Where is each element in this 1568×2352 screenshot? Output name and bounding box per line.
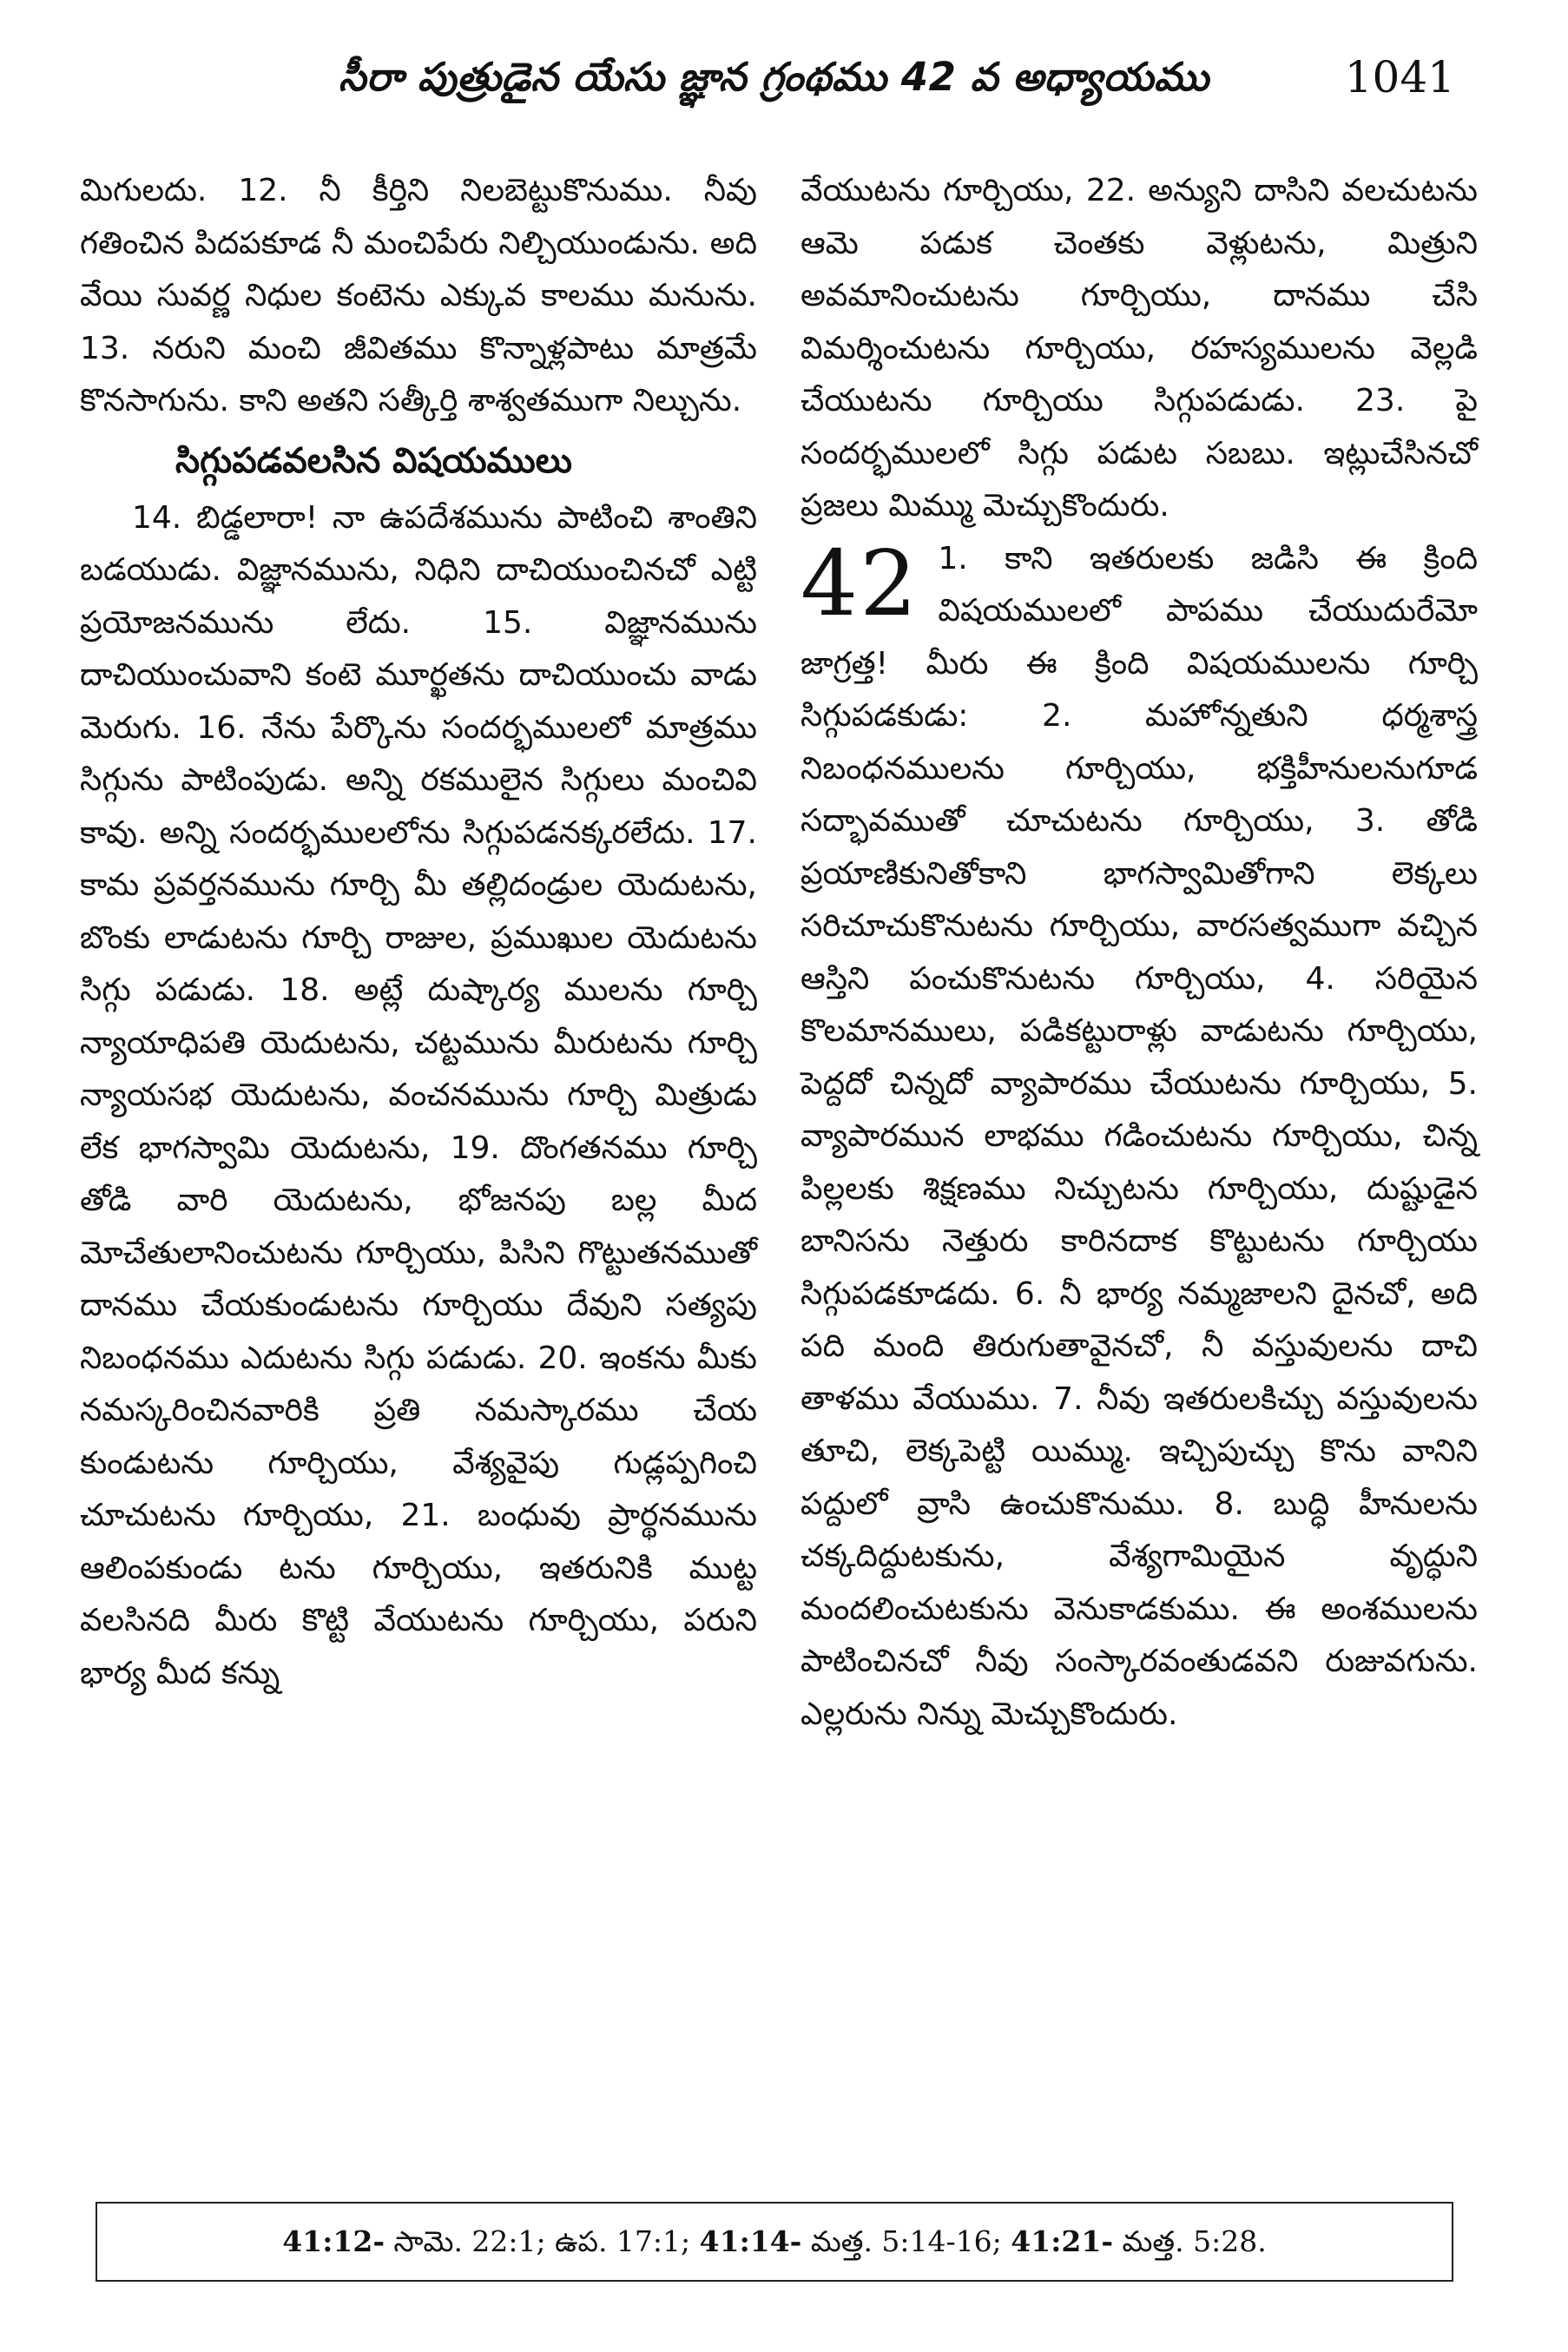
- footnote-text-1: సామె. 22:1; ఉప. 17:1;: [385, 2224, 700, 2258]
- page-header: [78, 45, 1455, 123]
- chapter-number: 42: [800, 530, 919, 636]
- footnote-text-3: మత్త. 5:28.: [1113, 2224, 1267, 2258]
- footnote-ref-2: 41:14-: [699, 2224, 802, 2258]
- footnote-ref-3: 41:21-: [1011, 2224, 1114, 2258]
- running-title: సీరా పుత్రుడైన యేసు జ్ఞాన గ్రంథము 42 వ అధ్యాయము: [339, 54, 1209, 100]
- left-paragraph-1: మిగులదు. 12. నీ కీర్తిని నిలబెట్టుకొనుము. నీవు గతించిన పిదపకూడ నీ మంచిపేరు నిల్చియుండును. అది వేయి సువర్ణ నిధుల కంటెను ఎక్కువ కాలము మనును. 13. నరుని మంచి జీవితము కొన్నాళ్లపాటు మాత్రమే కొనసాగును. కాని అతని సత్కీర్తి శాశ్వతముగా నిల్చును.: [80, 173, 757, 418]
- right-column: [800, 165, 1478, 1741]
- footnote-text-2: మత్త. 5:14-16;: [801, 2224, 1011, 2258]
- footnote-box: [96, 2202, 1453, 2282]
- left-paragraph-2: 14. బిడ్డలారా! నా ఉపదేశమును పాటించి శాంతిని బడయుడు. విజ్ఞానమును, నిధిని దాచియుంచినచో ఎట్టి ప్రయోజనమును లేదు. 15. విజ్ఞానమును దాచియుంచువాని కంటె మూర్ఖతను దాచియుంచు వాడు మెరుగు. 16. నేను పేర్కొను సందర్భములలో మాత్రము సిగ్గును పాటింపుడు. అన్ని రకములైన సిగ్గులు మంచివి కావు. అన్ని సందర్భములలోను సిగ్గుపడనక్కరలేదు. 17. కామ ప్రవర్తనమును గూర్చి మీ తల్లిదండ్రుల యెదుటను, బొంకు లాడుటను గూర్చి రాజుల, ప్రముఖుల యెదుటను సిగ్గు పడుడు. 18. అట్లే దుష్కార్య ములను గూర్చి న్యాయాధిపతి యెదుటను, చట్టమును మీరుటను గూర్చి న్యాయసభ యెదుటను, వంచనమును గూర్చి మిత్రుడు లేక భాగస్వామి యెదుటను, 19. దొంగతనము గూర్చి తోడి వారి యెదుటను, భోజనపు బల్ల మీద మోచేతులానించుటను గూర్చియు, పిసిని గొట్టుతనముతో దానము చేయకుండుటను గూర్చియు దేవుని సత్యపు నిబంధనము ఎదుటను సిగ్గు పడుడు. 20. ఇంకను మీకు నమస్కరించినవారికి ప్రతి నమస్కారము చేయ కుండుటను గూర్చియు, వేశ్యవైపు గుడ్లప్పగించి చూచుటను గూర్చియు, 21. బంధువు ప్రార్థనమును ఆలింపకుండు టను గూర్చియు, ఇతరునికి ముట్ట వలసినది మీరు కొట్టి వేయుటను గూర్చియు, పరుని భార్య మీద కన్ను: [80, 499, 757, 1691]
- footnote-ref-1: 41:12-: [282, 2224, 385, 2258]
- right-paragraph-2: 1. కాని ఇతరులకు జడిసి ఈ క్రింది విషయములలో పాపము చేయుదురేమో జాగ్రత్త! మీరు ఈ క్రింది విషయములను గూర్చి సిగ్గుపడకుడు: 2. మహోన్నతుని ధర్మశాస్త్ర నిబంధనములను గూర్చియు, భక్తిహీనులనుగూడ సద్భావముతో చూచుటను గూర్చియు, 3. తోడి ప్రయాణికునితోకాని భాగస్వామితోగాని లెక్కలు సరిచూచుకొనుటను గూర్చియు, వారసత్వముగా వచ్చిన ఆస్తిని పంచుకొనుటను గూర్చియు, 4. సరియైన కొలమానములు, పడికట్టురాళ్లు వాడుటను గూర్చియు, పెద్దదో చిన్నదో వ్యాపారము చేయుటను గూర్చియు, 5. వ్యాపారమున లాభము గడించుటను గూర్చియు, చిన్న పిల్లలకు శిక్షణము నిచ్చుటను గూర్చియు, దుష్టుడైన బానిసను నెత్తురు కారినదాక కొట్టుటను గూర్చియు సిగ్గుపడకూడదు. 6. నీ భార్య నమ్మజాలని దైనచో, అది పది మంది తిరుగుతావైనచో, నీ వస్తువులను దాచి తాళము వేయుము. 7. నీవు ఇతరులకిచ్చు వస్తువులను తూచి, లెక్కపెట్టి యిమ్ము. ఇచ్చిపుచ్చు కొను వానిని పద్దులో వ్రాసి ఉంచుకొనుము. 8. బుద్ధి హీనులను చక్కదిద్దుటకును, వేశ్యగామియైన వృద్ధుని మందలించుటకును వెనుకాడకుము. ఈ అంశములను పాటించినచో నీవు సంస్కారవంతుడవని రుజువగును. ఎల్లరును నిన్ను మెచ్చుకొందురు.: [800, 540, 1478, 1732]
- chapter-block: [800, 530, 1478, 1742]
- left-column: [80, 165, 757, 1700]
- page-number: 1041: [1344, 52, 1455, 102]
- right-paragraph-1: వేయుటను గూర్చియు, 22. అన్యుని దాసిని వలచుటను ఆమె పడుక చెంతకు వెళ్లుటను, మిత్రుని అవమానించుటను గూర్చియు, దానము చేసి విమర్శించుటను గూర్చియు, రహస్యములను వెల్లడి చేయుటను గూర్చియు సిగ్గుపడుడు. 23. పై సందర్భములలో సిగ్గు పడుట సబబు. ఇట్లుచేసినచో ప్రజలు మిమ్ము మెచ్చుకొందురు.: [800, 173, 1478, 524]
- section-heading: సిగ్గుపడవలసిన విషయములు: [175, 440, 572, 481]
